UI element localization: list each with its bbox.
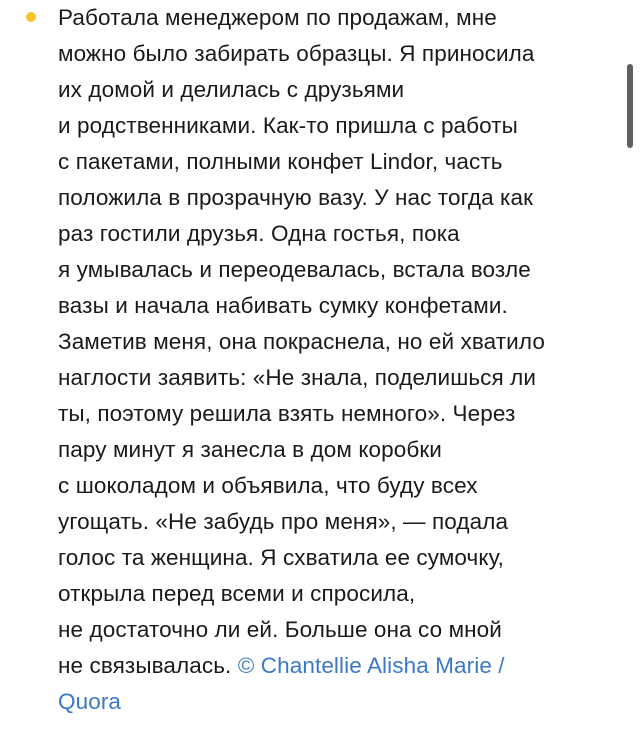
story-line: раз гостили друзья. Одна гостья, пока xyxy=(58,221,460,246)
story-line: с пакетами, полными конфет Lindor, часть xyxy=(58,149,503,174)
story-line: Работала менеджером по продажам, мне xyxy=(58,5,497,30)
credit-link[interactable]: © Chantellie Alisha Marie / xyxy=(237,653,505,678)
bullet-dot-icon xyxy=(26,12,36,22)
story-line: я умывалась и переодевалась, встала возле xyxy=(58,257,531,282)
story-line: не достаточно ли ей. Больше она со мной xyxy=(58,617,502,642)
story-text xyxy=(58,0,618,720)
story-line: положила в прозрачную вазу. У нас тогда как xyxy=(58,185,534,210)
story-line: голос та женщина. Я схватила ее сумочку, xyxy=(58,545,505,570)
story-line: наглости заявить: «Не знала, поделишься ли xyxy=(58,365,537,390)
story-line: угощать. «Не забудь про меня», — подала xyxy=(58,509,509,534)
story-line: ты, поэтому решила взять немного». Через xyxy=(58,401,516,426)
credit-link-source[interactable]: Quora xyxy=(58,689,122,714)
story-line: их домой и делилась с друзьями xyxy=(58,77,405,102)
story-line: с шоколадом и объявила, что буду всех xyxy=(58,473,478,498)
story-line-last xyxy=(58,648,618,684)
scrollbar-thumb[interactable] xyxy=(627,64,633,148)
story-line-credit xyxy=(58,684,618,720)
story-line: вазы и начала набивать сумку конфетами. xyxy=(58,293,508,318)
story-line: Заметив меня, она покраснела, но ей хватило xyxy=(58,329,545,354)
story-line: пару минут я занесла в дом коробки xyxy=(58,437,442,462)
story-line: и родственниками. Как-то пришла с работы xyxy=(58,113,518,138)
story-last-text: не связывалась. xyxy=(58,653,238,678)
story-line: открыла перед всеми и спросила, xyxy=(58,581,416,606)
story-line: можно было забирать образцы. Я приносила xyxy=(58,41,535,66)
